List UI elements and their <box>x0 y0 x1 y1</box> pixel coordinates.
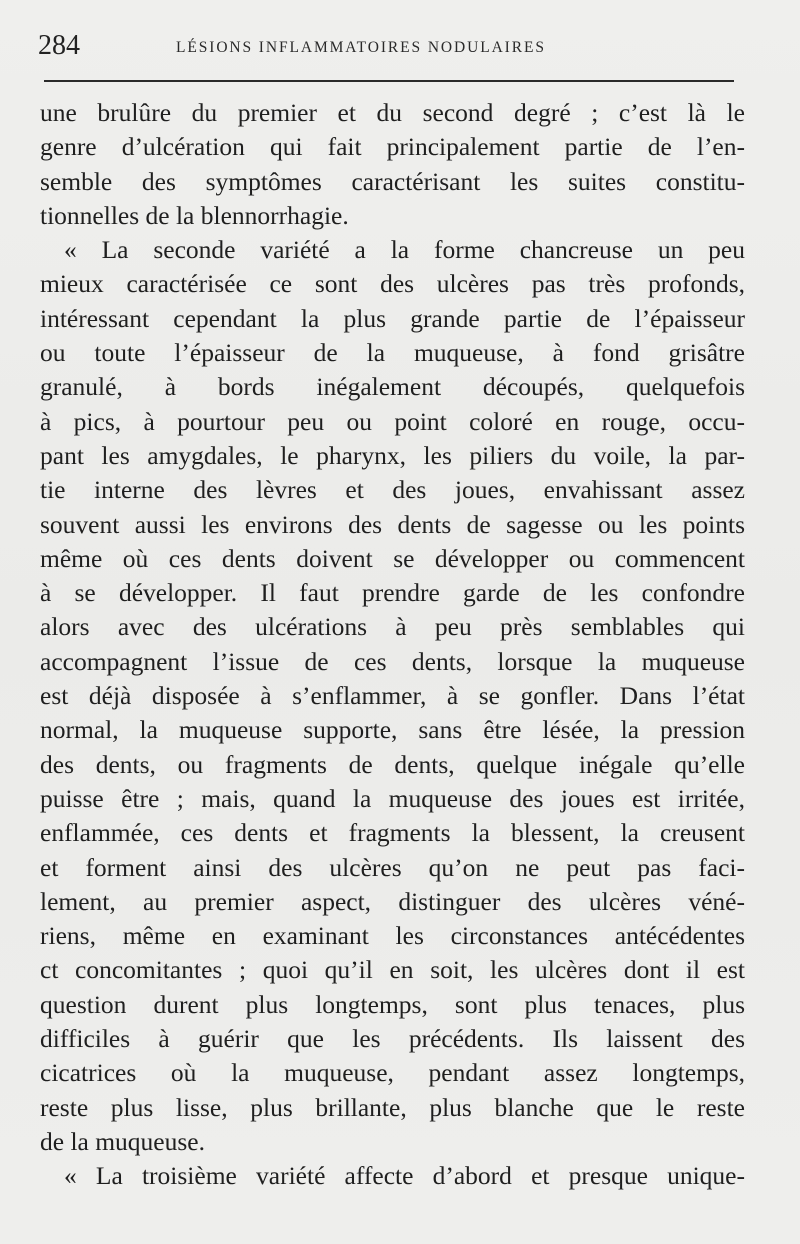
body-text <box>40 96 745 1194</box>
text-line: intéressant cependant la plus grande partie de l’épaisseur <box>40 303 745 333</box>
text-line: puisse être ; mais, quand la muqueuse des joues est irritée, <box>40 783 745 813</box>
header-rule <box>44 80 734 82</box>
text-line: « La troisième variété affecte d’abord et presque unique- <box>64 1161 745 1191</box>
text-line: difficiles à guérir que les précédents. Ils laissent des <box>40 1024 745 1054</box>
text-line: alors avec des ulcérations à peu près semblables qui <box>40 612 745 642</box>
text-line: ct concomitantes ; quoi qu’il en soit, les ulcères dont il est <box>40 955 745 985</box>
text-line: « La seconde variété a la forme chancreuse un peu <box>64 235 745 265</box>
text-line: question durent plus longtemps, sont plus tenaces, plus <box>40 989 745 1019</box>
text-line: souvent aussi les environs des dents de sagesse ou les points <box>40 509 745 539</box>
text-line: tie interne des lèvres et des joues, envahissant assez <box>40 475 745 505</box>
text-line: est déjà disposée à s’enflammer, à se gonfler. Dans l’état <box>40 681 745 711</box>
text-line: tionnelles de la blennorrhagie. <box>40 200 349 230</box>
text-line: cicatrices où la muqueuse, pendant assez longtemps, <box>40 1058 745 1088</box>
text-line: à pics, à pourtour peu ou point coloré en rouge, occu- <box>40 406 745 436</box>
text-line: à se développer. Il faut prendre garde de les confondre <box>40 578 745 608</box>
text-line: pant les amygdales, le pharynx, les piliers du voile, la par- <box>40 440 745 470</box>
page-number: 284 <box>38 30 80 61</box>
text-line: riens, même en examinant les circonstances antécédentes <box>40 921 745 951</box>
text-line: granulé, à bords inégalement découpés, quelquefois <box>40 372 745 402</box>
text-line: enflammée, ces dents et fragments la blessent, la creusent <box>40 818 745 848</box>
text-line: reste plus lisse, plus brillante, plus blanche que le reste <box>40 1092 745 1122</box>
text-line: accompagnent l’issue de ces dents, lorsque la muqueuse <box>40 646 745 676</box>
text-line: semble des symptômes caractérisant les suites constitu- <box>40 166 745 196</box>
text-line: de la muqueuse. <box>40 1126 205 1156</box>
text-line: genre d’ulcération qui fait principalement partie de l’en- <box>40 132 745 162</box>
text-line: des dents, ou fragments de dents, quelque inégale qu’elle <box>40 749 745 779</box>
text-line: une brulûre du premier et du second degré ; c’est là le <box>40 98 745 127</box>
text-line: normal, la muqueuse supporte, sans être lésée, la pression <box>40 715 745 745</box>
text-line: et forment ainsi des ulcères qu’on ne peut pas faci- <box>40 852 745 882</box>
running-head: LÉSIONS INFLAMMATOIRES NODULAIRES <box>176 39 546 56</box>
text-line: ou toute l’épaisseur de la muqueuse, à fond grisâtre <box>40 338 745 368</box>
page-header <box>38 30 738 70</box>
text-line: même où ces dents doivent se développer ou commencent <box>40 543 745 573</box>
text-line: lement, au premier aspect, distinguer des ulcères véné- <box>40 886 745 916</box>
text-line: mieux caractérisée ce sont des ulcères pas très profonds, <box>40 269 745 299</box>
